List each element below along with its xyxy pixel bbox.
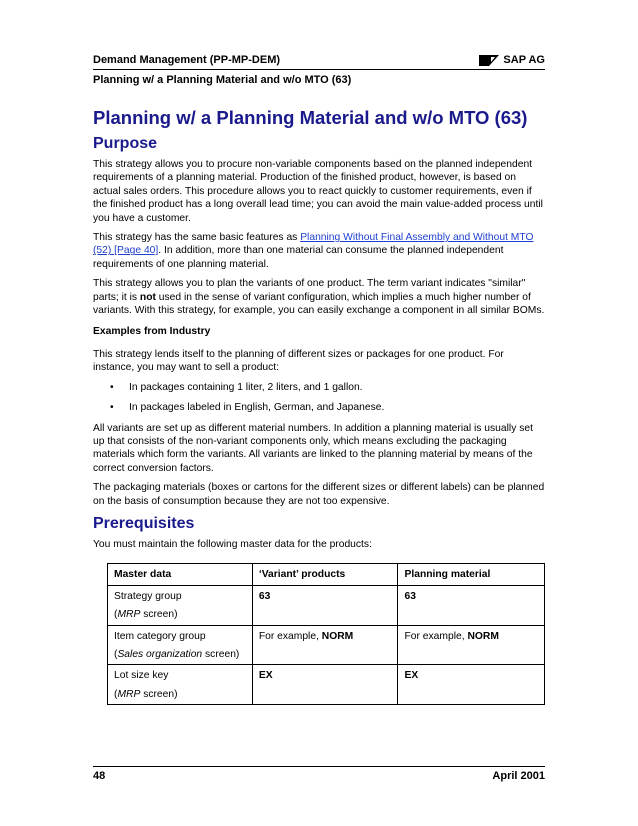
bullet-icon: • — [110, 402, 114, 414]
examples-paragraph: This strategy lends itself to the planning of different sizes or packages for one product. For instance, you may want to sell a product: — [93, 348, 504, 374]
header-subtitle: Planning w/ a Planning Material and w/o MTO (63) — [93, 74, 352, 86]
table-cell — [108, 625, 253, 665]
cell-value: NORM — [321, 630, 354, 642]
cell-subtext — [114, 608, 246, 621]
examples-heading: Examples from Industry — [93, 326, 211, 338]
cell-text: ( — [114, 688, 118, 700]
examples-list — [93, 381, 545, 415]
emphasis-text: not — [139, 291, 156, 303]
cell-value: EX — [258, 670, 273, 682]
table-cell — [252, 625, 398, 665]
text-span: This strategy allows you to plan the variants of one product. The term variant indicates "similar" parts; it is — [93, 278, 526, 303]
header-divider — [93, 69, 545, 70]
cell-text: screen) — [140, 609, 178, 621]
table-cell — [252, 585, 398, 625]
page-content — [93, 106, 545, 705]
cell-subtext — [114, 648, 246, 661]
purpose-paragraph-1: This strategy allows you to procure non-variable components based on the planned independent requirements of a planning material. Production of the finished product, however, is based on actual sales orders. This procedure allows you to react quickly to customer requirements, even if the finished product has a long overall lead time; you can avoid the main value-added process until you have a customer. — [93, 159, 543, 224]
footer-divider — [93, 766, 545, 767]
table-cell — [108, 665, 253, 705]
table-cell — [398, 585, 545, 625]
screen-name: Sales organization — [117, 648, 203, 660]
table-row — [108, 625, 545, 665]
cross-reference-link[interactable]: Planning Without Final Assembly and Without MTO (52) [Page 40] — [93, 232, 534, 257]
list-item — [93, 401, 545, 414]
cell-text: Item category group — [114, 630, 206, 642]
cell-text: For example, — [258, 630, 322, 642]
table-cell — [108, 585, 253, 625]
table-row — [108, 665, 545, 705]
cell-text: screen) — [140, 688, 178, 700]
column-header: ‘Variant’ products — [252, 564, 398, 585]
table-header-row — [108, 564, 545, 585]
cell-value: 63 — [258, 590, 271, 602]
page-number: 48 — [93, 770, 106, 782]
company-mark — [479, 54, 545, 66]
cell-text: Lot size key — [114, 670, 169, 682]
page-header — [93, 52, 545, 68]
cell-value: 63 — [404, 590, 416, 602]
page-footer — [93, 770, 545, 782]
sap-logo-icon — [479, 55, 499, 66]
packaging-paragraph: The packaging materials (boxes or cartons for the different sizes or different labels) can be planned on the basis of consumption because they are not too expensive. — [93, 482, 545, 507]
bullet-icon: • — [110, 381, 114, 393]
text-span: used in the sense of variant configuration, which implies a much higher number of variants. With this strategy, for example, you can easily exchange a component in all similar BOMs. — [93, 291, 545, 317]
publication-date: April 2001 — [492, 770, 545, 782]
cell-text: screen) — [202, 648, 240, 660]
master-data-table — [107, 563, 545, 705]
table-row — [108, 585, 545, 625]
text-span: . In addition, more than one material can consume the planned independent requirements of one planning material. — [93, 245, 504, 270]
prerequisites-intro: You must maintain the following master data for the products: — [93, 538, 372, 550]
list-item — [93, 381, 545, 394]
cell-text: Strategy group — [114, 590, 182, 602]
header-company: SAP AG — [503, 54, 545, 66]
screen-name: MRP — [117, 688, 141, 700]
column-header: Planning material — [398, 564, 545, 585]
screen-name: MRP — [117, 609, 141, 621]
cell-value: NORM — [467, 630, 499, 642]
header-chapter: Demand Management (PP-MP-DEM) — [93, 54, 281, 66]
cell-text: ( — [114, 648, 118, 660]
prerequisites-heading: Prerequisites — [93, 514, 195, 532]
cell-subtext — [114, 688, 246, 701]
text-span: This strategy has the same basic features as — [93, 232, 301, 244]
cell-value: EX — [404, 670, 419, 682]
cell-text: ( — [114, 609, 118, 621]
purpose-paragraph-2 — [93, 231, 545, 271]
list-item-text: In packages labeled in English, German, and Japanese. — [129, 402, 385, 414]
table-cell — [252, 665, 398, 705]
page-title: Planning w/ a Planning Material and w/o MTO (63) — [93, 107, 528, 128]
table-cell — [398, 625, 545, 665]
cell-text: For example, — [404, 630, 468, 642]
list-item-text: In packages containing 1 liter, 2 liters, and 1 gallon. — [129, 381, 363, 393]
variants-paragraph: All variants are set up as different material numbers. In addition a planning material is usually set up that consists of the non-variant components only, which means excluding the packaging materials which form the variants. All variants are linked to the planning material by means of the correct conversion factors. — [93, 422, 533, 474]
purpose-paragraph-3 — [93, 277, 545, 317]
column-header: Master data — [108, 564, 253, 585]
purpose-heading: Purpose — [93, 135, 158, 152]
table-cell — [398, 665, 545, 705]
